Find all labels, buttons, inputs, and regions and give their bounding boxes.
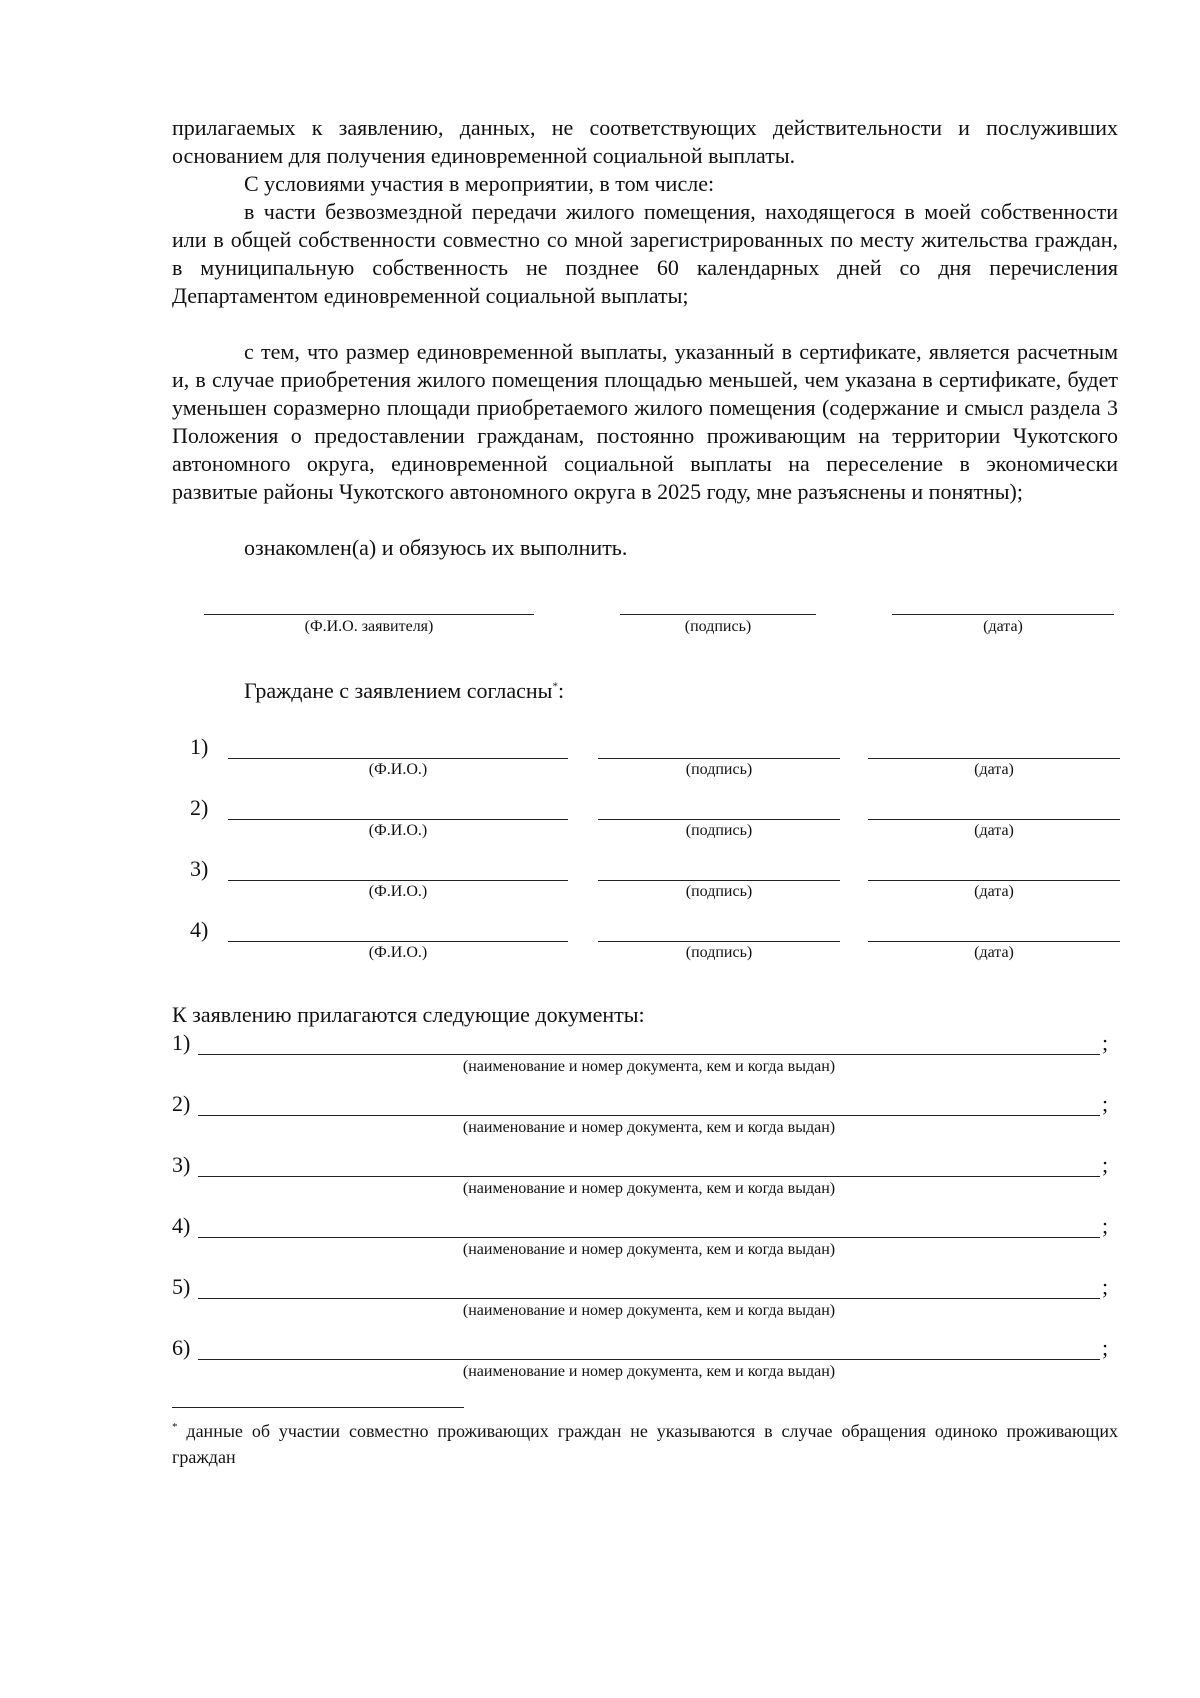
citizen-signature-caption: (подпись)	[685, 883, 753, 900]
citizen-row-number: 4)	[190, 917, 209, 942]
citizen-fio-caption: (Ф.И.О.)	[368, 944, 428, 961]
footnote-divider	[172, 1407, 464, 1408]
citizen-date-line[interactable]	[868, 941, 1120, 942]
citizen-signature-line[interactable]	[598, 880, 840, 881]
document-row-number: 1)	[172, 1030, 191, 1055]
citizen-fio-caption: (Ф.И.О.)	[368, 822, 428, 839]
citizen-fio-line[interactable]	[228, 758, 568, 759]
citizens-heading-text: Граждане с заявлением согласны	[244, 678, 553, 703]
citizen-signature-caption: (подпись)	[685, 822, 753, 839]
citizen-signature-line[interactable]	[598, 758, 840, 759]
document-entry-caption: (наименование и номер документа, кем и когда выдан)	[462, 1119, 836, 1136]
document-row-semicolon: ;	[1102, 1213, 1109, 1238]
citizen-date-caption: (дата)	[974, 944, 1014, 961]
applicant-signature-caption: (подпись)	[684, 618, 752, 635]
document-entry-caption: (наименование и номер документа, кем и когда выдан)	[462, 1058, 836, 1075]
citizen-date-line[interactable]	[868, 758, 1120, 759]
citizen-date-caption: (дата)	[974, 883, 1014, 900]
document-entry-caption: (наименование и номер документа, кем и когда выдан)	[462, 1363, 836, 1380]
document-entry-caption: (наименование и номер документа, кем и когда выдан)	[462, 1180, 836, 1197]
citizen-signature-line[interactable]	[598, 819, 840, 820]
paragraph-4: с тем, что размер единовременной выплаты, указанный в сертификате, является расчетным и, в случае приобретения жилого помещения площадью меньшей, чем указана в сертификате, будет уменьшен соразмерно площади приобретаемого жилого помещения (содержание и смысл раздела 3 Положения о предоставлении гражданам, постоянно проживающим на территории Чукотского автономного округа, единовременной социальной выплаты на переселение в экономически развитые районы Чукотского автономного округа в 2025 году, мне разъяснены и понятны);	[172, 339, 1118, 504]
footnote	[172, 1418, 1118, 1470]
document-entry-line[interactable]	[198, 1298, 1100, 1299]
document-entry-line[interactable]	[198, 1115, 1100, 1116]
citizen-fio-line[interactable]	[228, 880, 568, 881]
footnote-text: данные об участии совместно проживающих граждан не указываются в случае обращения одиноко проживающих граждан	[172, 1421, 1118, 1467]
paragraph-2: С условиями участия в мероприятии, в том числе:	[244, 171, 715, 196]
citizen-signature-line[interactable]	[598, 941, 840, 942]
applicant-date-caption: (дата)	[983, 618, 1023, 635]
document-entry-caption: (наименование и номер документа, кем и когда выдан)	[462, 1302, 836, 1319]
citizen-date-line[interactable]	[868, 880, 1120, 881]
citizen-date-caption: (дата)	[974, 761, 1014, 778]
applicant-fio-caption: (Ф.И.О. заявителя)	[304, 618, 434, 635]
footnote-marker: *	[552, 680, 558, 693]
applicant-date-line[interactable]	[892, 614, 1114, 615]
document-row-number: 6)	[172, 1335, 191, 1360]
citizen-signature-caption: (подпись)	[685, 761, 753, 778]
document-row-semicolon: ;	[1102, 1091, 1109, 1116]
applicant-fio-line[interactable]	[204, 614, 534, 615]
citizen-date-caption: (дата)	[974, 822, 1014, 839]
paragraph-1: прилагаемых к заявлению, данных, не соответствующих действительности и послуживших основанием для получения единовременной социальной выплаты.	[172, 115, 1118, 168]
footnote-mark: *	[172, 1421, 178, 1433]
citizen-row-number: 2)	[190, 795, 209, 820]
citizen-fio-line[interactable]	[228, 941, 568, 942]
paragraph-3: в части безвозмездной передачи жилого помещения, находящегося в моей собственности или в общей собственности совместно со мной зарегистрированных по месту жительства граждан, в муниципальную собственность не позднее 60 календарных дней со дня перечисления Департаментом единовременной социальной выплаты;	[172, 199, 1118, 308]
document-row-number: 5)	[172, 1274, 191, 1299]
document-entry-line[interactable]	[198, 1054, 1100, 1055]
citizen-row-number: 3)	[190, 856, 209, 881]
document-row-number: 2)	[172, 1091, 191, 1116]
citizens-heading	[244, 677, 564, 705]
document-row-number: 4)	[172, 1213, 191, 1238]
document-entry-line[interactable]	[198, 1359, 1100, 1360]
document-entry-line[interactable]	[198, 1237, 1100, 1238]
paragraph-5: ознакомлен(а) и обязуюсь их выполнить.	[244, 535, 628, 560]
citizen-fio-caption: (Ф.И.О.)	[368, 761, 428, 778]
citizen-fio-line[interactable]	[228, 819, 568, 820]
citizen-signature-caption: (подпись)	[685, 944, 753, 961]
document-row-number: 3)	[172, 1152, 191, 1177]
citizens-heading-colon: :	[557, 678, 565, 703]
document-row-semicolon: ;	[1102, 1152, 1109, 1177]
document-entry-caption: (наименование и номер документа, кем и когда выдан)	[462, 1241, 836, 1258]
document-row-semicolon: ;	[1102, 1030, 1109, 1055]
applicant-signature-line[interactable]	[620, 614, 816, 615]
citizen-date-line[interactable]	[868, 819, 1120, 820]
citizen-row-number: 1)	[190, 734, 209, 759]
citizen-fio-caption: (Ф.И.О.)	[368, 883, 428, 900]
documents-heading: К заявлению прилагаются следующие документы:	[172, 1002, 645, 1027]
document-row-semicolon: ;	[1102, 1274, 1109, 1299]
document-entry-line[interactable]	[198, 1176, 1100, 1177]
document-row-semicolon: ;	[1102, 1335, 1109, 1360]
